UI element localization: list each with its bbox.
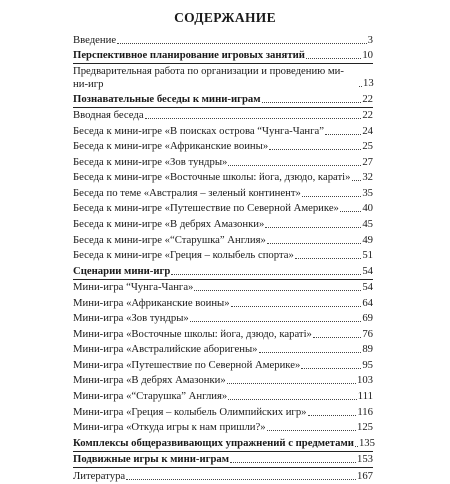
toc-entry <box>73 32 373 48</box>
toc-entry-title: Мини-игра “Чунга-Чанга» <box>73 281 194 294</box>
toc-page-number: 13 <box>363 77 374 90</box>
toc-entry-title: Беседа к мини-игре «В поисках острова “Чунга-Чанга” <box>73 124 325 137</box>
dot-leader <box>171 274 361 275</box>
toc-entry-title: Комплексы общеразвивающих упражнений с предметами <box>73 436 354 449</box>
dot-leader <box>231 306 362 307</box>
toc-page-number: 64 <box>362 296 373 309</box>
page-title: СОДЕРЖАНИЕ <box>174 10 276 25</box>
toc-list <box>73 32 373 484</box>
toc-section-heading <box>73 435 373 452</box>
toc-entry-title: Сценарии мини-игр <box>73 264 171 277</box>
dot-leader <box>267 243 361 244</box>
toc-page-number: 111 <box>357 390 373 403</box>
toc-entry-title: Подвижные игры к мини-играм <box>73 453 230 466</box>
toc-entry <box>73 232 373 248</box>
toc-page-number: 10 <box>362 49 373 62</box>
toc-page-number: 153 <box>356 453 373 466</box>
toc-page-number: 22 <box>362 92 373 105</box>
toc-entry-title: Мини-игра «Африканские воины» <box>73 296 230 309</box>
toc-page-number: 95 <box>362 358 373 371</box>
toc-entry <box>73 404 373 420</box>
toc-entry-title: Мини-игра «Восточные школы: йога, дзюдо, караті» <box>73 327 312 340</box>
dot-leader <box>194 290 361 291</box>
toc-entry-title: Мини-игра «В дебрях Амазонки» <box>73 374 226 387</box>
toc-page-number: 25 <box>362 140 373 153</box>
toc-entry <box>73 342 373 358</box>
toc-entry <box>73 248 373 264</box>
toc-page-number: 51 <box>362 249 373 262</box>
dot-leader <box>259 352 362 353</box>
toc-page-number: 54 <box>362 264 373 277</box>
toc-entry-title: Беседа к мини-игре «Путешествие по Северной Америке» <box>73 202 339 215</box>
toc-entry-title: Беседа к мини-игре «В дебрях Амазонки» <box>73 218 265 231</box>
toc-section-heading <box>73 452 373 469</box>
toc-entry <box>73 326 373 342</box>
toc-entry-title: Беседа к мини-игре «Восточные школы: йога, дзюдо, караті» <box>73 171 351 184</box>
dot-leader <box>267 430 356 431</box>
toc-entry-title: Беседа к мини-игре «“Старушка” Англия» <box>73 233 266 246</box>
toc-entry <box>73 420 373 436</box>
toc-entry <box>73 373 373 389</box>
dot-leader <box>265 227 361 228</box>
toc-page-number: 45 <box>362 218 373 231</box>
toc-entry <box>73 64 373 91</box>
dot-leader <box>308 415 357 416</box>
toc-section-heading <box>73 48 373 65</box>
toc-page-number: 125 <box>356 421 373 434</box>
toc-page-number: 35 <box>362 186 373 199</box>
toc-entry-title: Познавательные беседы к мини-играм <box>73 92 261 105</box>
toc-page-number: 27 <box>362 155 373 168</box>
toc-page-number: 116 <box>357 405 373 418</box>
dot-leader <box>145 118 362 119</box>
toc-entry <box>73 108 373 124</box>
toc-page-number: 167 <box>356 469 373 482</box>
toc-entry-title: Беседа по теме «Австралия – зеленый континент» <box>73 186 301 199</box>
toc-entry-title: Литература <box>73 469 126 482</box>
dot-leader <box>340 211 361 212</box>
dot-leader <box>355 446 358 447</box>
toc-entry-title: Мини-игра «“Старушка” Англия» <box>73 390 228 403</box>
toc-entry <box>73 170 373 186</box>
toc-entry-title: Мини-игра «Зов тундры» <box>73 312 189 325</box>
toc-page-number: 3 <box>367 33 373 46</box>
toc-entry <box>73 139 373 155</box>
dot-leader <box>301 368 361 369</box>
toc-entry-title: Вводная беседа <box>73 109 144 122</box>
toc-entry <box>73 201 373 217</box>
toc-entry <box>73 311 373 327</box>
toc-page-number: 103 <box>356 374 373 387</box>
dot-leader <box>306 58 361 59</box>
toc-entry-title: Беседа к мини-игре «Африканские воины» <box>73 140 269 153</box>
toc-page-number: 89 <box>362 343 373 356</box>
dot-leader <box>262 102 362 103</box>
dot-leader <box>295 258 361 259</box>
toc-entry-title: Беседа к мини-игре «Греция – колыбель спорта» <box>73 249 294 262</box>
toc-entry <box>73 357 373 373</box>
dot-leader <box>228 399 356 400</box>
toc-entry <box>73 123 373 139</box>
toc-section-heading <box>73 263 373 280</box>
dot-leader <box>190 321 362 322</box>
toc-entry-title: Мини-игра «Греция – колыбель Олимпийских игр» <box>73 405 307 418</box>
dot-leader <box>302 196 361 197</box>
toc-page-number: 69 <box>362 312 373 325</box>
toc-entry-title: Перспективное планирование игровых занятий <box>73 49 305 62</box>
toc-entry-title: Предварительная работа по организации и проведению ми-ни-игр <box>73 65 344 91</box>
toc-page-number: 54 <box>362 281 373 294</box>
toc-entry <box>73 216 373 232</box>
toc-entry-title: Беседа к мини-игре «Зов тундры» <box>73 155 228 168</box>
toc-entry <box>73 280 373 296</box>
dot-leader <box>352 180 362 181</box>
toc-entry <box>73 154 373 170</box>
toc-entry <box>73 468 373 484</box>
toc-section-heading <box>73 91 373 108</box>
toc-page-number: 32 <box>362 171 373 184</box>
toc-page-number: 49 <box>362 233 373 246</box>
toc-entry <box>73 185 373 201</box>
toc-entry <box>73 295 373 311</box>
toc-entry-title: Мини-игра «Откуда игры к нам пришли?» <box>73 421 266 434</box>
dot-leader <box>313 337 361 338</box>
toc-page-number: 24 <box>362 124 373 137</box>
toc-page-number: 76 <box>362 327 373 340</box>
toc-page-number: 22 <box>362 109 373 122</box>
dot-leader <box>269 149 361 150</box>
dot-leader <box>325 134 361 135</box>
toc-entry-title: Введение <box>73 33 117 46</box>
dot-leader <box>228 165 361 166</box>
dot-leader <box>230 462 356 463</box>
dot-leader <box>117 43 367 44</box>
toc-page-number: 40 <box>362 202 373 215</box>
dot-leader <box>126 479 356 480</box>
toc-entry-title: Мини-игра «Путешествие по Северной Америке» <box>73 358 301 371</box>
toc-page-number: 135 <box>358 436 375 449</box>
dot-leader <box>227 383 356 384</box>
toc-entry <box>73 388 373 404</box>
toc-entry-title: Мини-игра «Австралийские аборигены» <box>73 343 258 356</box>
dot-leader <box>359 86 362 87</box>
